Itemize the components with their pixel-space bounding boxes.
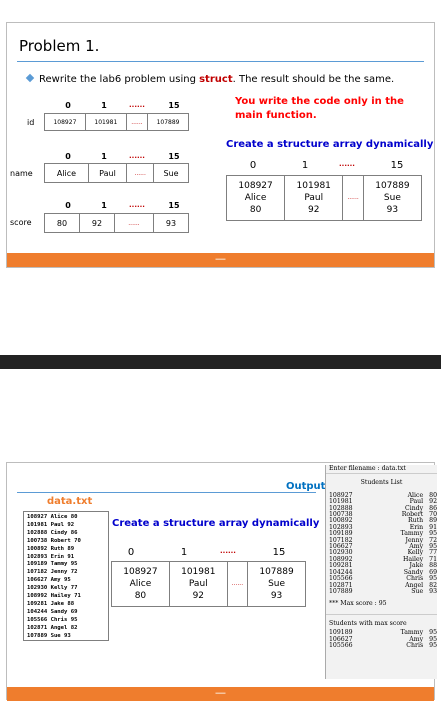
console-list-header: Students List	[360, 479, 403, 487]
score-cell: 93	[153, 214, 188, 233]
datafile-line: 104244 Sandy 69	[27, 608, 78, 615]
struct-score: 80	[134, 591, 147, 601]
struct-score: 93	[386, 205, 399, 215]
index-15: 15	[168, 101, 180, 110]
struct-array	[111, 561, 306, 607]
console-row: 104244 Sandy 69	[329, 568, 438, 576]
name-cell: Sue	[154, 164, 189, 183]
struct-name: Paul	[188, 579, 208, 589]
struct-index-15: 15	[272, 547, 286, 558]
console-row: 100892 Ruth 89	[329, 517, 438, 525]
struct-id: 101981	[296, 181, 331, 191]
main-function-note	[235, 95, 404, 123]
bullet-keyword: struct	[199, 74, 233, 85]
console-max-row: 105566 Chris 95	[329, 641, 438, 649]
index-1: 1	[101, 201, 107, 210]
struct-score: 80	[249, 205, 262, 215]
score-cell: 92	[80, 214, 115, 233]
struct-index-1: 1	[301, 160, 309, 171]
score-cell-ellipsis: ......	[115, 214, 154, 233]
datafile-line: 106627 Amy 95	[27, 577, 71, 584]
create-structure-text: Create a structure array dynamically	[226, 139, 434, 150]
struct-id: 107889	[375, 181, 410, 191]
console-row: 107889 Sue 93	[329, 587, 438, 595]
console-max-header: Students with max score	[326, 614, 437, 630]
datafile-line: 107182 Jenny 72	[27, 569, 78, 576]
struct-id: 101981	[181, 567, 216, 577]
title-underline	[17, 492, 316, 493]
note-line: main function.	[235, 110, 317, 121]
bullet-suffix: . The result should be the same.	[232, 74, 395, 85]
struct-id: 108927	[238, 181, 273, 191]
datafile-line: 102930 Kelly 77	[27, 585, 78, 592]
struct-cell	[248, 562, 306, 607]
slide-title: Problem 1.	[19, 37, 100, 55]
console-row: 100738 Robert 70	[329, 511, 438, 519]
index-ellipsis: ......	[129, 152, 145, 160]
slide-problem-1	[6, 22, 435, 268]
struct-id: 107889	[259, 567, 294, 577]
name-cell-ellipsis: ......	[127, 164, 154, 183]
console-output	[325, 465, 437, 679]
console-max-line: *** Max score : 95	[329, 600, 387, 608]
datafile-line: 108992 Hailey 71	[27, 593, 81, 600]
datafile-line: 102871 Angel 82	[27, 624, 78, 631]
output-label: Output	[286, 481, 326, 492]
struct-cell	[169, 562, 227, 607]
console-rows	[326, 493, 437, 596]
bullet-rewrite	[27, 74, 394, 85]
index-1: 1	[101, 152, 107, 161]
name-cell: Alice	[45, 164, 89, 183]
footer-bar	[7, 687, 434, 701]
console-max-row: 106627 Amy 95	[329, 635, 438, 643]
console-row: 102893 Erin 91	[329, 523, 438, 531]
console-row: 109281 Jake 88	[329, 562, 438, 570]
bullet-prefix: Rewrite the lab6 problem using	[39, 74, 200, 85]
struct-cell	[227, 176, 285, 221]
struct-index-ellipsis: ......	[339, 160, 355, 168]
struct-cell	[112, 562, 170, 607]
struct-index-0: 0	[127, 547, 135, 558]
datafile-contents	[23, 511, 109, 641]
datafile-line: 105566 Chris 95	[27, 616, 78, 623]
console-row: 102930 Kelly 77	[329, 549, 438, 557]
struct-cell	[285, 176, 343, 221]
datafile-title: data.txt	[47, 496, 93, 507]
datafile-line: 101981 Paul 92	[27, 521, 75, 528]
create-structure-text: Create a structure array dynamically	[112, 518, 320, 529]
struct-array	[226, 175, 422, 221]
struct-index-15: 15	[390, 160, 404, 171]
console-row: 106627 Amy 95	[329, 543, 438, 551]
struct-cell-ellipsis: ......	[343, 176, 363, 221]
index-0: 0	[65, 152, 71, 161]
console-prompt: Enter filename : data.txt	[326, 465, 437, 474]
title-underline	[17, 61, 424, 62]
struct-index-ellipsis: ......	[220, 547, 236, 555]
datafile-line: 109189 Tammy 95	[27, 561, 78, 568]
console-row: 105566 Chris 95	[329, 575, 438, 583]
struct-index-1: 1	[180, 547, 188, 558]
id-array	[44, 113, 189, 131]
struct-name: Paul	[304, 193, 324, 203]
console-row: 102888 Cindy 86	[329, 504, 438, 512]
struct-cell	[363, 176, 421, 221]
footer-bar	[7, 253, 434, 267]
console-row: 101981 Paul 92	[329, 498, 438, 506]
id-label: id	[27, 118, 35, 127]
datafile-line: 107889 Sue 93	[27, 632, 71, 639]
score-cell: 80	[45, 214, 80, 233]
index-15: 15	[168, 201, 180, 210]
datafile-line: 109281 Jake 88	[27, 600, 75, 607]
struct-cell-ellipsis: ......	[227, 562, 247, 607]
console-row: 107182 Jenny 72	[329, 536, 438, 544]
struct-name: Sue	[268, 579, 286, 589]
datafile-line: 102893 Erin 91	[27, 553, 75, 560]
index-0: 0	[65, 101, 71, 110]
index-ellipsis: ......	[129, 201, 145, 209]
index-ellipsis: ......	[129, 101, 145, 109]
note-line: You write the code only in the	[235, 96, 404, 107]
datafile-line: 100892 Ruth 89	[27, 545, 75, 552]
id-cell: 107889	[148, 114, 189, 131]
struct-score: 92	[308, 205, 320, 215]
struct-name: Alice	[244, 193, 267, 203]
console-row: 108992 Hailey 71	[329, 555, 438, 563]
id-cell: 101981	[85, 114, 126, 131]
struct-score: 93	[270, 591, 283, 601]
footer-logo-icon: ▬▬	[215, 256, 226, 262]
index-15: 15	[168, 152, 180, 161]
score-array	[44, 213, 189, 233]
datafile-line: 108927 Alice 80	[27, 514, 78, 520]
console-max-row: 109189 Tammy 95	[329, 629, 438, 637]
struct-name: Alice	[129, 579, 152, 589]
bullet-diamond-icon	[26, 74, 34, 82]
datafile-line: 100738 Robert 70	[27, 537, 81, 544]
struct-id: 108927	[123, 567, 158, 577]
name-array	[44, 163, 189, 183]
index-0: 0	[65, 201, 71, 210]
name-label: name	[10, 169, 33, 178]
id-cell-ellipsis: ......	[126, 114, 147, 131]
console-row: 109189 Tammy 95	[329, 530, 438, 538]
console-row: 108927 Alice 80	[329, 491, 438, 499]
id-cell: 108927	[45, 114, 86, 131]
struct-name: Sue	[383, 193, 401, 203]
console-row: 102871 Angel 82	[329, 581, 438, 589]
index-1: 1	[101, 101, 107, 110]
footer-logo-icon: ▬▬	[215, 690, 226, 696]
separator-band	[0, 355, 441, 369]
name-cell: Paul	[88, 164, 126, 183]
struct-score: 92	[192, 591, 205, 601]
score-label: score	[10, 218, 32, 227]
struct-index-0: 0	[249, 160, 257, 171]
slide-data-output	[6, 462, 438, 700]
datafile-line: 102888 Cindy 86	[27, 529, 78, 536]
